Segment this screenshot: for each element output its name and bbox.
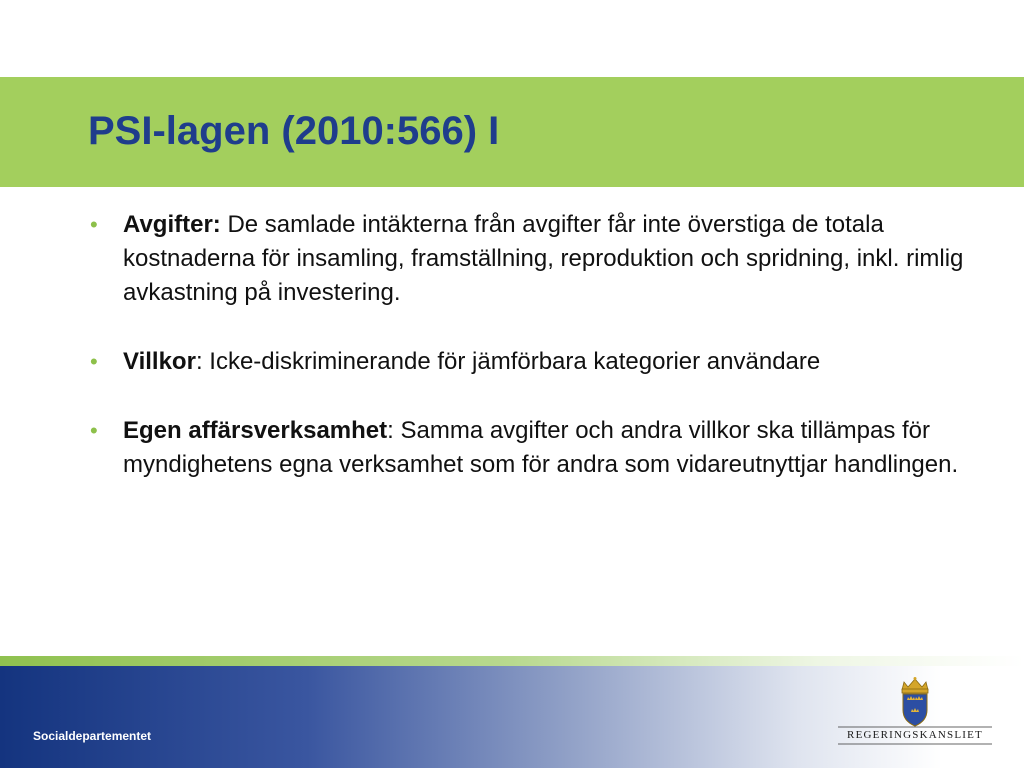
- bullet-marker: •: [90, 349, 98, 374]
- bullet-villkor: [90, 345, 970, 379]
- bullet-term: Avgifter:: [123, 211, 221, 238]
- bullet-text: De samlade intäkterna från avgifter får inte överstiga de totala kostnaderna för insamling, framställning, reproduktion och spridning, inkl. rimlig avkastning på investering.: [123, 211, 964, 306]
- bullet-text: : Icke-diskriminerande för jämförbara kategorier användare: [195, 348, 821, 375]
- logo-wordmark: REGERINGSKANSLIET: [847, 729, 983, 741]
- slide-title: PSI-lagen (2010:566) I: [88, 109, 500, 153]
- bullet-term: Villkor: [123, 348, 196, 375]
- bullet-avgifter: [90, 208, 970, 310]
- footer-green-strip: [0, 656, 1024, 666]
- bullet-text: : Samma avgifter och andra villkor ska tillämpas för myndighetens egna verksamhet som för andra som vidareutnyttjar handlingen.: [123, 417, 959, 478]
- bullet-egen-affarsverksamhet: [90, 414, 970, 482]
- department-label: Socialdepartementet: [33, 729, 152, 743]
- regeringskansliet-logo: [836, 676, 994, 748]
- bullet-list: [90, 208, 970, 517]
- bullet-marker: •: [90, 212, 98, 237]
- bullet-term: Egen affärsverksamhet: [123, 417, 388, 444]
- bullet-marker: •: [90, 418, 98, 443]
